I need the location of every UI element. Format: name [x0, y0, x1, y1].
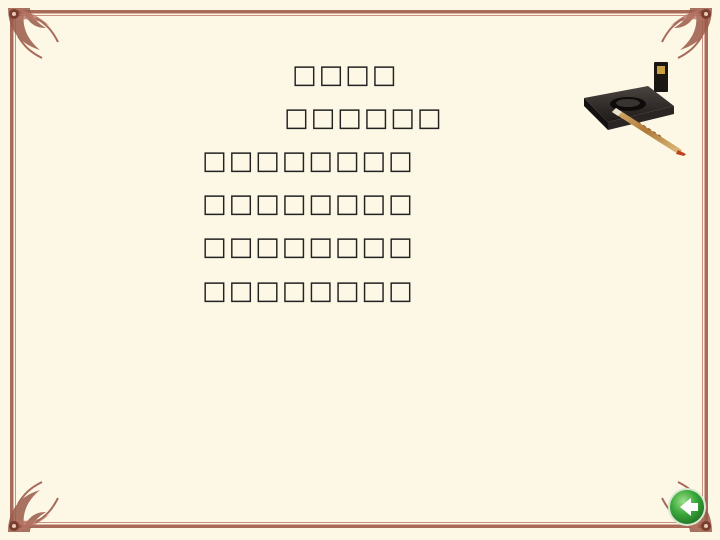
poem-title: □□□□ [292, 60, 399, 90]
poem-author: □□□□□□ [284, 103, 444, 133]
back-arrow-icon[interactable] [667, 487, 707, 527]
poem-line: □□□□□□□□ [202, 232, 415, 262]
inkstone-brush-icon [578, 58, 690, 158]
poem-line: □□□□□□□□ [202, 276, 415, 306]
poem-line: □□□□□□□□ [202, 146, 415, 176]
poem-line: □□□□□□□□ [202, 189, 415, 219]
